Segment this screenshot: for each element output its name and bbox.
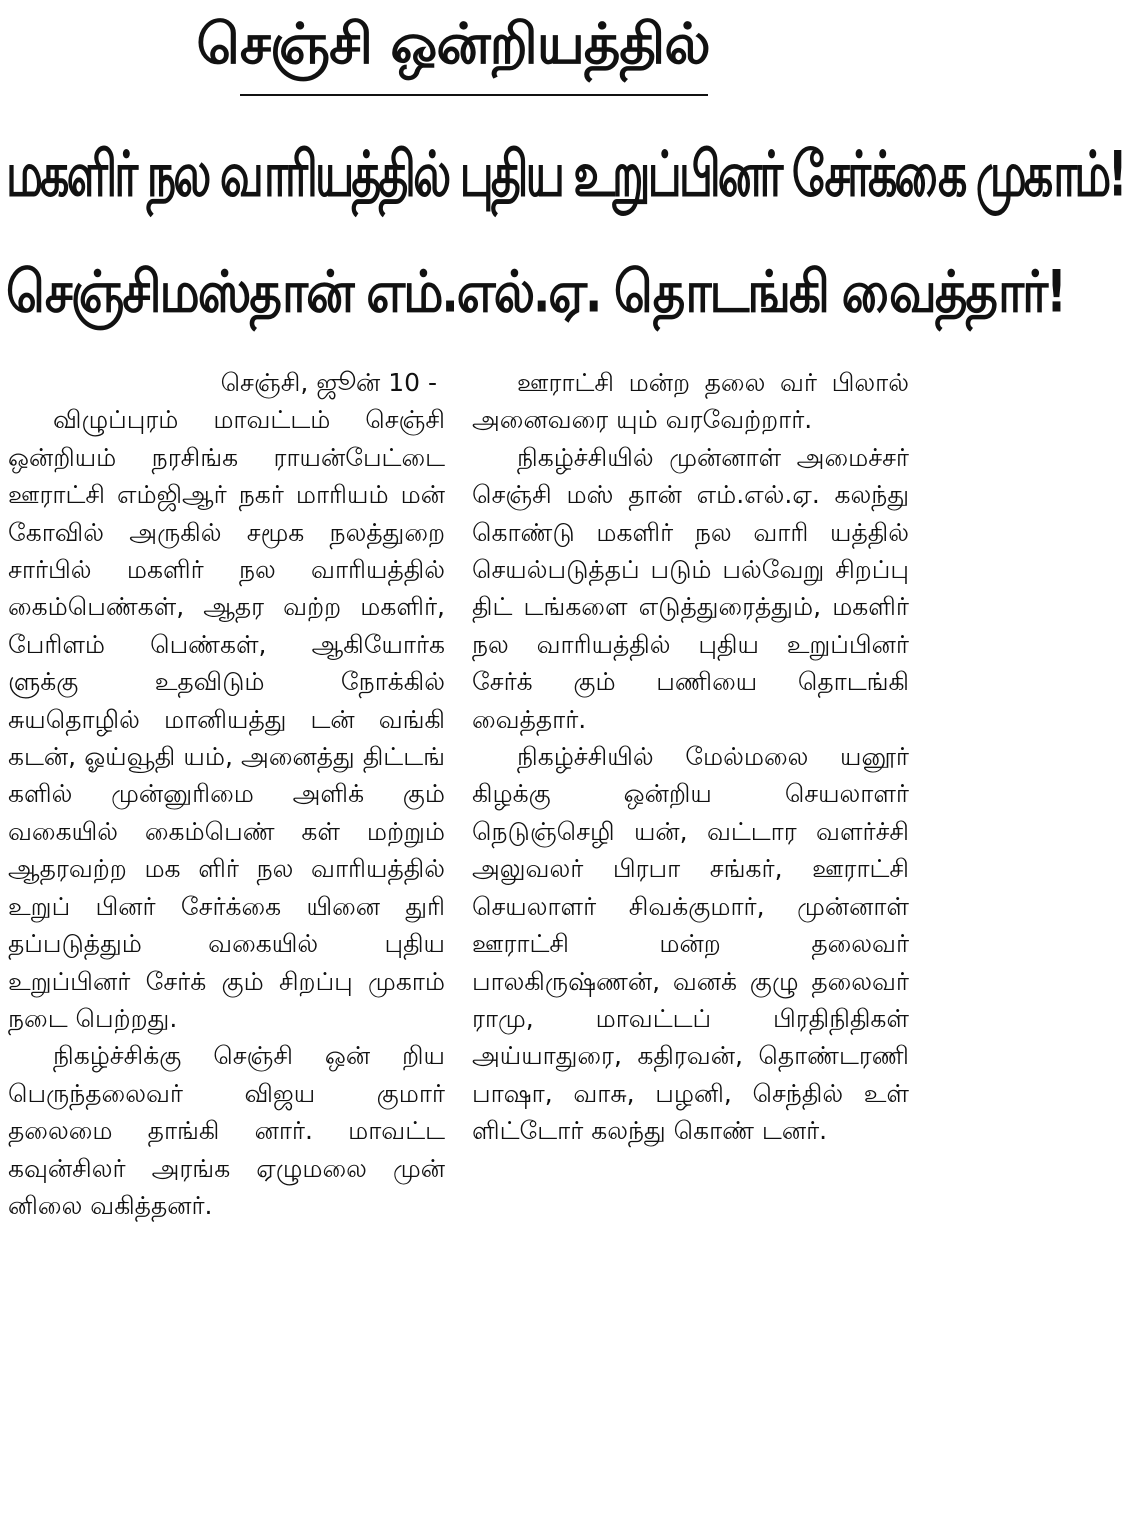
article-column-left xyxy=(8,364,445,1224)
article-paragraph-4: நிகழ்ச்சியில் முன்னாள் அமைச்சர் செஞ்சி மஸ் தான் எம்.எல்.ஏ. கலந்து கொண்டு மகளிர் நல வாரி யத்தில் செயல்படுத்தப் படும் பல்வேறு சிறப்பு திட் டங்களை எடுத்துரைத்தும், மகளிர் நல வாரியத்தில் புதிய உறுப்பினர் சேர்க் கும் பணியை தொடங்கி வைத்தார். xyxy=(472,442,909,734)
article-paragraph-1: விழுப்புரம் மாவட்டம் செஞ்சி ஒன்றியம் நரசிங்க ராயன்பேட்டை ஊராட்சி எம்ஜிஆர் நகர் மாரியம் மன் கோவில் அருகில் சமூக நலத்துறை சார்பில் மகளிர் நல வாரியத்தில் கைம்பெண்கள், ஆதர வற்ற மகளிர், பேரிளம் பெண்கள், ஆகியோர்க ளுக்கு உதவிடும் நோக்கில் சுயதொழில் மானியத்து டன் வங்கி கடன், ஓய்வூதி யம், அனைத்து திட்டங் களில் முன்னுரிமை அளிக் கும் வகையில் கைம்பெண் கள் மற்றும் ஆதரவற்ற மக ளிர் நல வாரியத்தில் உறுப் பினர் சேர்க்கை யினை துரி தப்படுத்தும் வகையில் புதிய உறுப்பினர் சேர்க் கும் சிறப்பு முகாம் நடை பெற்றது. xyxy=(8,405,445,1033)
article-paragraph-5: நிகழ்ச்சியில் மேல்மலை யனூர் கிழக்கு ஒன்றிய செயலாளர் நெடுஞ்செழி யன், வட்டார வளர்ச்சி அலுவலர் பிரபா சங்கர், ஊராட்சி செயலாளர் சிவக்குமார், முன்னாள் ஊராட்சி மன்ற தலைவர் பாலகிருஷ்ணன், வனக் குழு தலைவர் ராமு, மாவட்டப் பிரதிநிதிகள் அய்யாதுரை, கதிரவன், தொண்டரணி பாஷா, வாசு, பழனி, செந்தில் உள் ளிட்டோர் கலந்து கொண் டனர். xyxy=(472,742,909,1146)
article-column-right xyxy=(472,364,909,1150)
kicker-underline xyxy=(240,94,708,96)
dateline: செஞ்சி, ஜூன் 10 - xyxy=(220,368,437,397)
headline-line-1: மகளிர் நல வாரியத்தில் புதிய உறுப்பினர் சேர்க்கை முகாம்! xyxy=(6,137,1124,211)
dateline-block xyxy=(8,364,445,401)
kicker-title: செஞ்சி ஒன்றியத்தில் xyxy=(196,12,710,77)
headline-line-2: செஞ்சிமஸ்தான் எம்.எல்.ஏ. தொடங்கி வைத்தார்! xyxy=(6,258,1065,326)
article-paragraph-2: நிகழ்ச்சிக்கு செஞ்சி ஒன் றிய பெருந்தலைவர் விஜய குமார் தலைமை தாங்கி னார். மாவட்ட கவுன்சிலர் அரங்க ஏழுமலை முன் னிலை வகித்தனர். xyxy=(8,1041,445,1220)
article-paragraph-3: ஊராட்சி மன்ற தலை வர் பிலால் அனைவரை யும் வரவேற்றார். xyxy=(472,368,909,435)
